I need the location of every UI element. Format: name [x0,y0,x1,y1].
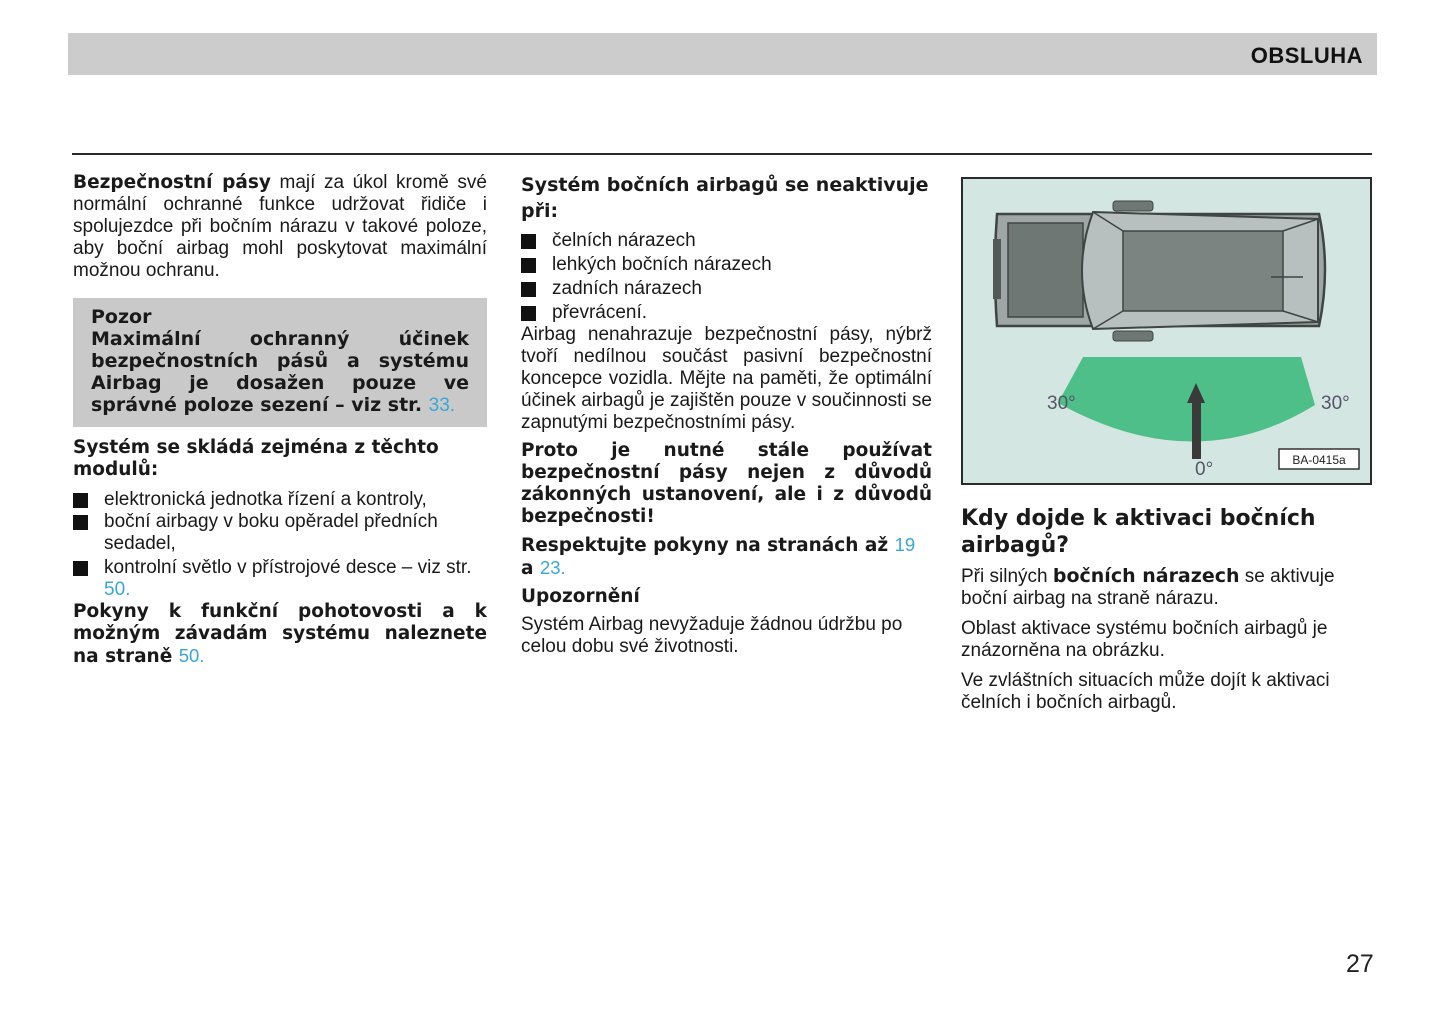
figure-code: BA-0415a [1292,453,1346,467]
activation-paragraph-2: Oblast aktivace systému bočních airbagů je znázorněna na obrázku. [961,618,1328,661]
warning-text [91,328,469,417]
activation-paragraph-3: Ve zvláštních situacích může dojít k aktivaci čelních i bočních airbagů. [961,670,1330,713]
angle-left-label: 30° [1047,393,1076,414]
car-body [993,201,1325,341]
respect-and: a [521,558,534,579]
deactivation-list [521,230,932,324]
deactivation-item-text: čelních nárazech [552,230,696,251]
module-item-text: kontrolní světlo v přístrojové desce – viz str. [104,557,472,578]
p1-bold: bočních nárazech [1052,565,1240,587]
page-number: 27 [1346,950,1374,978]
warning-page-link[interactable]: 33. [428,395,456,416]
notes-page-link[interactable]: 50. [178,645,205,666]
list-item [521,230,932,252]
list-item [521,302,932,324]
list-item [73,511,487,555]
p1-post: se aktivuje boční airbag na straně nárazu. [961,566,1335,609]
notice-heading: Upozornění [521,586,640,607]
respect-link-1[interactable]: 19 [894,534,916,555]
car-top-view-diagram [963,179,1370,483]
deactivation-item-text: zadních nárazech [552,278,702,299]
respect-link-2[interactable]: 23. [539,557,566,578]
angle-center-label: 0° [1195,459,1214,480]
intro-paragraph [73,172,487,282]
deactivation-heading: Systém bočních airbagů se neaktivuje při: [521,174,929,222]
p1-pre: Při silných [961,566,1053,587]
list-item [521,278,932,300]
airbag-paragraph: Airbag nenahrazuje bezpečnostní pásy, nýbrž tvoří nedílnou součást pasivní bezpečnostní koncepce vozidla. Mějte na paměti, že optimální účinek airbagů je zajištěn pouze v součinnosti se zapnutými bezpečnostními pásy. [521,324,932,433]
warning-box [73,298,487,427]
deactivation-item-text: převrácení. [552,302,648,323]
intro-text: mají za úkol kromě své normální ochranné funkce udržovat řidiče i spolujezdce při bočním nárazu v takové poloze, aby boční airbag mohl poskytovat maximální možnou ochranu. [73,172,487,281]
respect-text: Respektujte pokyny na stranách až [521,535,889,556]
column-left [73,172,487,668]
notice-text: Systém Airbag nevyžaduje žádnou údržbu po celou dobu své životnosti. [521,614,903,657]
activation-paragraph-1 [961,565,1376,610]
notes-text: Pokyny k funkční pohotovosti a k možným závadám systému naleznete na straně [73,601,487,667]
modules-page-link[interactable]: 50. [104,579,131,600]
module-item-text: boční airbagy v boku opěradel předních sedadel, [104,511,438,554]
modules-list [73,489,487,601]
deactivation-item-text: lehkých bočních nárazech [552,254,772,275]
notes-paragraph [73,601,487,668]
module-item-text: elektronická jednotka řízení a kontroly, [104,489,427,510]
seatbelt-paragraph: Proto je nutné stále používat bezpečnostní pásy nejen z důvodů zákonných ustanovení, ale i z důvodů bezpečnosti! [521,440,932,527]
column-middle [521,172,932,658]
list-item [521,254,932,276]
warning-title: Pozor [91,306,152,328]
list-item [73,557,487,601]
header-band [68,33,1377,75]
modules-heading: Systém se skládá zejména z těchto modulů: [73,437,439,480]
warning-body: Maximální ochranný účinek bezpečnostních pásů a systému Airbag je dosažen pouze ve správné poloze sezení – viz str. [91,328,469,416]
respect-paragraph [521,534,932,580]
angle-right-label: 30° [1321,393,1350,414]
top-rule [72,153,1372,155]
list-item [73,489,487,511]
intro-bold: Bezpečnostní pásy [73,172,271,193]
activation-heading: Kdy dojde k aktivaci bočních airbagů? [961,506,1316,558]
column-right [961,505,1376,714]
section-title: OBSLUHA [1250,43,1363,68]
airbag-zone-figure [961,177,1372,485]
